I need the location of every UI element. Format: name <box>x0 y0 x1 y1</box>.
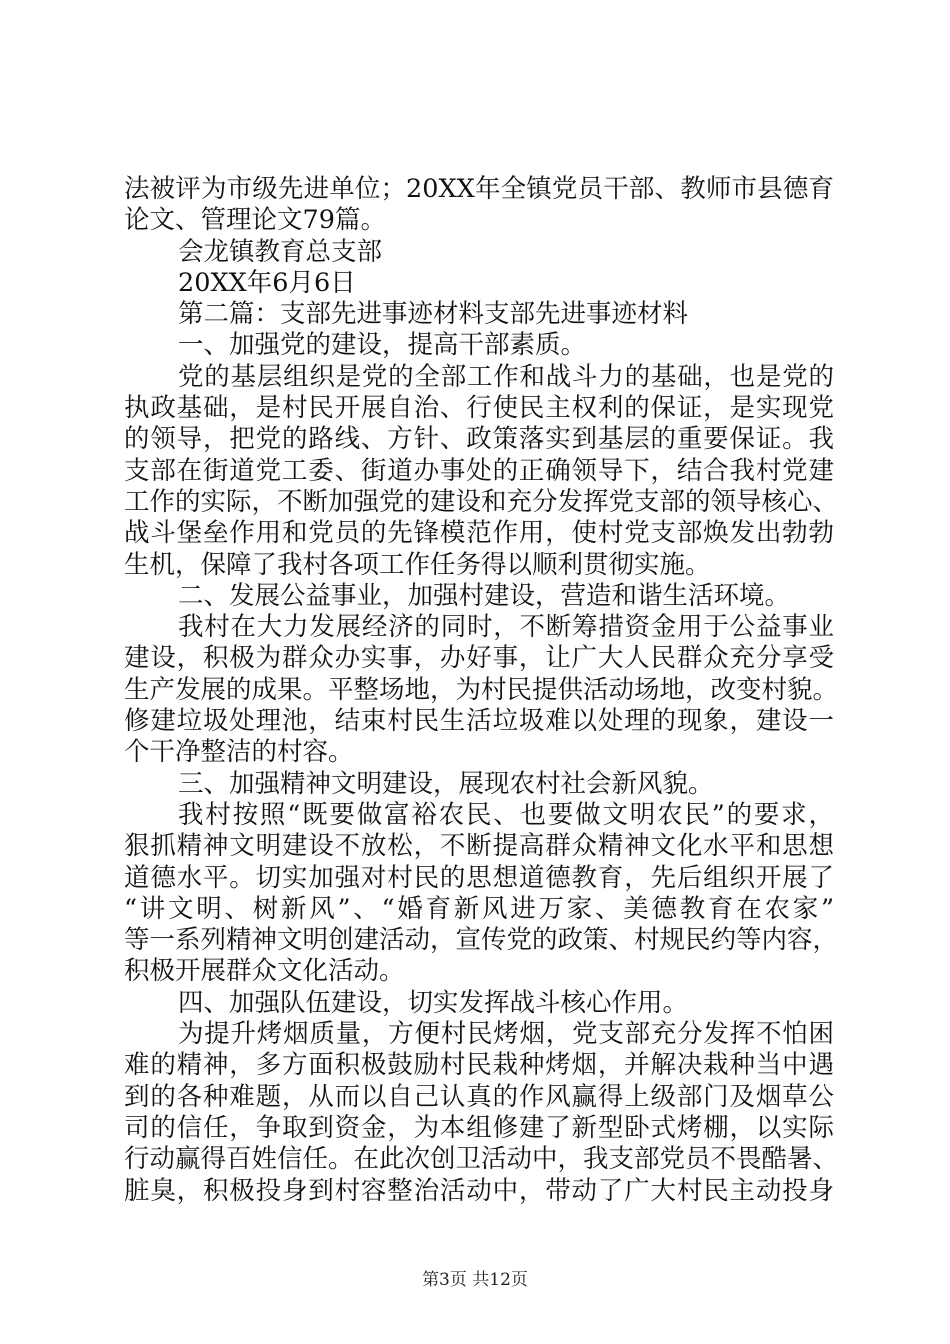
text-line: 个干净整洁的村容。 <box>124 737 354 768</box>
text-line: 行动赢得百姓信任。在此次创卫活动中，我支部党员不畏酷暑、 <box>124 1144 839 1175</box>
section-heading: 二、发展公益事业，加强村建设，营造和谐生活环境。 <box>178 580 791 611</box>
text-line: 等一系列精神文明创建活动，宣传党的政策、村规民约等内容， <box>124 925 839 956</box>
text-line: 道德水平。切实加强对村民的思想道德教育，先后组织开展了 <box>124 862 834 893</box>
text-line: 脏臭，积极投身到村容整治活动中，带动了广大村民主动投身 <box>124 1175 834 1206</box>
text-line: 生产发展的成果。平整场地，为村民提供活动场地，改变村貌。 <box>124 674 839 705</box>
text-line: 党的基层组织是党的全部工作和战斗力的基础，也是党的 <box>178 361 834 392</box>
text-line: 到的各种难题，从而以自己认真的作风赢得上级部门及烟草公 <box>124 1081 834 1112</box>
section-title: 第二篇：支部先进事迹材料支部先进事迹材料 <box>178 299 689 330</box>
page-number: 第3页 共12页 <box>422 1270 528 1290</box>
text-line: 执政基础，是村民开展自治、行使民主权利的保证，是实现党 <box>124 393 834 424</box>
text-line: 难的精神，多方面积极鼓励村民栽种烤烟，并解决栽种当中遇 <box>124 1050 834 1081</box>
text-line: 为提升烤烟质量，方便村民烤烟，党支部充分发挥不怕困 <box>178 1019 834 1050</box>
text-line: 我村在大力发展经济的同时，不断筹措资金用于公益事业 <box>178 612 834 643</box>
text-line: 积极开展群众文化活动。 <box>124 956 405 987</box>
text-line: “讲文明、树新风”、“婚育新风进万家、美德教育在农家” <box>124 893 834 924</box>
text-line: 战斗堡垒作用和党员的先锋模范作用，使村党支部焕发出勃勃 <box>124 518 834 549</box>
text-line: 法被评为市级先进单位；20XX年全镇党员干部、教师市县德育 <box>124 174 834 204</box>
section-heading: 三、加强精神文明建设，展现农村社会新风貌。 <box>178 768 714 799</box>
text-line: 修建垃圾处理池，结束村民生活垃圾难以处理的现象，建设一 <box>124 706 834 737</box>
signature-date: 20XX年6月6日 <box>178 267 356 298</box>
section-heading: 一、加强党的建设，提高干部素质。 <box>178 330 587 361</box>
text-line: 狠抓精神文明建设不放松，不断提高群众精神文化水平和思想 <box>124 831 834 862</box>
document-body <box>124 174 839 1207</box>
signature-org: 会龙镇教育总支部 <box>178 236 383 267</box>
text-line: 我村按照“既要做富裕农民、也要做文明农民”的要求， <box>178 799 834 830</box>
text-line: 司的信任，争取到资金，为本组修建了新型卧式烤棚，以实际 <box>124 1112 834 1143</box>
section-heading: 四、加强队伍建设，切实发挥战斗核心作用。 <box>178 987 689 1018</box>
text-line: 建设，积极为群众办实事，办好事，让广大人民群众充分享受 <box>124 643 834 674</box>
text-line: 论文、管理论文79篇。 <box>124 205 386 236</box>
text-line: 支部在街道党工委、街道办事处的正确领导下，结合我村党建 <box>124 455 834 486</box>
text-line: 工作的实际，不断加强党的建设和充分发挥党支部的领导核心、 <box>124 486 839 517</box>
text-line: 生机，保障了我村各项工作任务得以顺利贯彻实施。 <box>124 549 711 580</box>
text-line: 的领导，把党的路线、方针、政策落实到基层的重要保证。我 <box>124 424 834 455</box>
